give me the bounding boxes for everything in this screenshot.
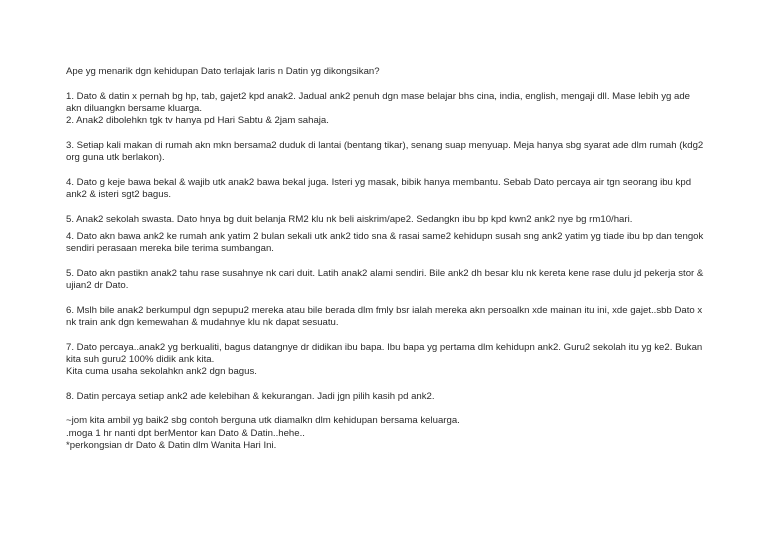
- point-3: 3. Setiap kali makan di rumah akn mkn bersama2 duduk di lantai (bentang tikar), senang suap menyuap. Meja hanya sbg syarat ade dlm rumah (kdg2 org guna utk berlakon).: [66, 139, 704, 164]
- closing-line-3: *perkongsian dr Dato & Datin dlm Wanita Hari Ini.: [66, 439, 277, 451]
- point-2: 2. Anak2 dibolehkn tgk tv hanya pd Hari Sabtu & 2jam sahaja.: [66, 115, 329, 127]
- point-7-continued: Kita cuma usaha sekolahkn ank2 dgn bagus.: [66, 366, 257, 378]
- point-5: 5. Anak2 sekolah swasta. Dato hnya bg duit belanja RM2 klu nk beli aiskrim/ape2. Sedangkn ibu bp kpd kwn2 ank2 nye bg rm10/hari.: [66, 213, 633, 225]
- closing-line-1: ~jom kita ambil yg baik2 sbg contoh berguna utk diamalkn dlm kehidupan bersama keluarga.: [66, 415, 460, 427]
- point-4: 4. Dato g keje bawa bekal & wajib utk anak2 bawa bekal juga. Isteri yg masak, bibik hanya membantu. Sebab Dato percaya air tgn seorang ibu kpd ank2 & isteri sgt2 bagus.: [66, 176, 692, 200]
- point-8: 8. Datin percaya setiap ank2 ade kelebihan & kekurangan. Jadi jgn pilih kasih pd ank2.: [66, 390, 435, 402]
- point-1: 1. Dato & datin x pernah bg hp, tab, gajet2 kpd anak2. Jadual ank2 penuh dgn mase belajar bhs cina, india, english, mengaji dll. Mase lebih yg ade akn diluangkn bersame kluarga.: [66, 90, 691, 114]
- closing-line-2: .moga 1 hr nanti dpt berMentor kan Dato & Datin..hehe..: [66, 427, 305, 439]
- point-5b: 5. Dato akn pastikn anak2 tahu rase susahnye nk cari duit. Latih anak2 alami sendiri. Bile ank2 dh besar klu nk kereta kene rase dulu jd pekerja stor & ujian2 dr Dato.: [66, 267, 704, 292]
- point-7: 7. Dato percaya..anak2 yg berkualiti, bagus datangnye dr didikan ibu bapa. Ibu bapa yg pertama dlm kehidupn ank2. Guru2 sekolah itu yg ke2. Bukan kita suh guru2 100% didik ank kita.: [66, 341, 703, 365]
- point-4b: 4. Dato akn bawa ank2 ke rumah ank yatim 2 bulan sekali utk ank2 tido sna & rasai same2 kehidupn susah sng ank2 yatim yg tiade ibu bp dan tengok sendiri perasaan mereka bile terima sumbangan.: [66, 230, 704, 255]
- intro-question: Ape yg menarik dgn kehidupan Dato terlajak laris n Datin yg dikongsikan?: [66, 66, 380, 77]
- document-body: [66, 66, 708, 452]
- point-6: 6. Mslh bile anak2 berkumpul dgn sepupu2 mereka atau bile berada dlm fmly bsr ialah mereka akn persoalkn xde mainan itu ini, xde gajet..sbb Dato x nk train ank dgn kemewahan & mudahnye klu nk dapat sesuatu.: [66, 304, 703, 328]
